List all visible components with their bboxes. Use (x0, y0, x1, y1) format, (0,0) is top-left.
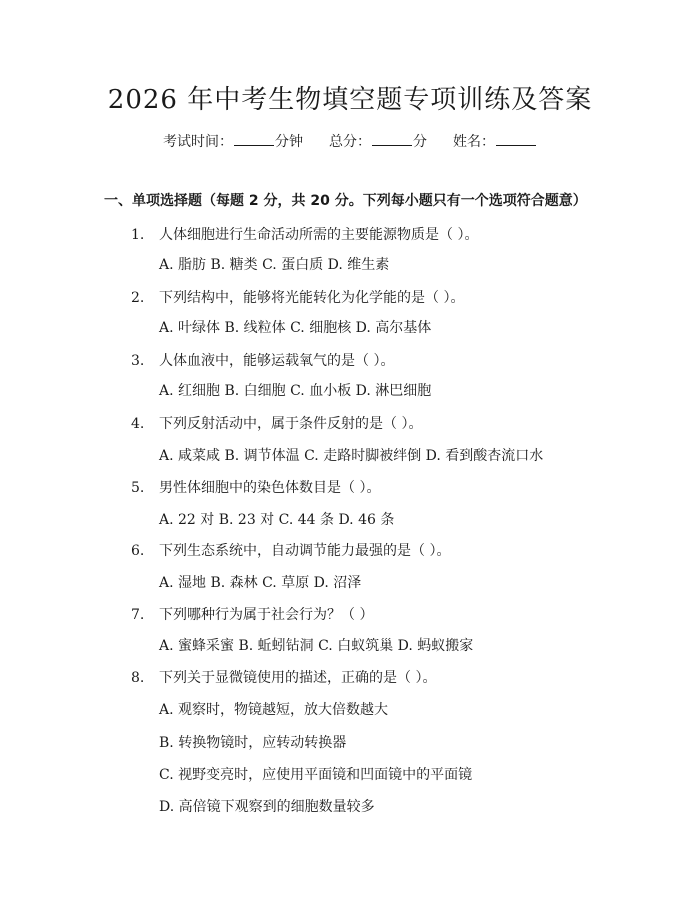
time-label: 考试时间： (163, 134, 233, 150)
question-number: 4. (131, 416, 145, 432)
score-label: 总分： (329, 134, 371, 150)
question-4-options: A. 咸菜咸 B. 调节体温 C. 走路时脚被绊倒 D. 看到酸杏流口水 (159, 448, 544, 464)
section-heading: 一、单项选择题（每题 2 分，共 20 分。下列每小题只有一个选项符合题意） (104, 193, 587, 209)
question-1-options: A. 脂肪 B. 糖类 C. 蛋白质 D. 维生素 (159, 257, 390, 273)
score-unit: 分 (413, 134, 427, 150)
question-1 (131, 225, 611, 245)
question-number: 7. (131, 607, 145, 623)
name-blank (496, 131, 536, 146)
time-blank (234, 131, 274, 146)
score-blank (372, 131, 412, 146)
question-4 (131, 414, 611, 434)
question-text: 男性体细胞中的染色体数目是（ ）。 (159, 480, 381, 496)
question-7-options: A. 蜜蜂采蜜 B. 蚯蚓钻洞 C. 白蚁筑巢 D. 蚂蚁搬家 (159, 638, 474, 654)
question-text: 下列生态系统中，自动调节能力最强的是（ ）。 (159, 543, 451, 559)
exam-info-line (0, 131, 700, 152)
time-unit: 分钟 (275, 134, 303, 150)
question-8-option-d: D. 高倍镜下观察到的细胞数量较多 (159, 799, 375, 815)
question-2-options: A. 叶绿体 B. 线粒体 C. 细胞核 D. 高尔基体 (159, 320, 432, 336)
page-title: 2026 年中考生物填空题专项训练及答案 (107, 85, 593, 115)
question-7 (131, 605, 611, 625)
question-text: 人体细胞进行生命活动所需的主要能源物质是（ ）。 (159, 227, 479, 243)
question-5-options: A. 22 对 B. 23 对 C. 44 条 D. 46 条 (159, 512, 395, 528)
question-2 (131, 288, 611, 308)
question-8 (131, 668, 611, 688)
question-8-option-b: B. 转换物镜时，应转动转换器 (159, 735, 347, 751)
question-number: 8. (131, 670, 145, 686)
question-3-options: A. 红细胞 B. 白细胞 C. 血小板 D. 淋巴细胞 (159, 383, 432, 399)
question-3 (131, 351, 611, 371)
name-label: 姓名： (453, 134, 495, 150)
question-text: 人体血液中，能够运载氧气的是（ ）。 (159, 353, 395, 369)
question-number: 2. (131, 290, 145, 306)
question-6-options: A. 湿地 B. 森林 C. 草原 D. 沼泽 (159, 575, 362, 591)
question-number: 6. (131, 543, 145, 559)
question-number: 3. (131, 353, 145, 369)
question-text: 下列反射活动中，属于条件反射的是（ ）。 (159, 416, 423, 432)
question-5 (131, 478, 611, 498)
question-8-option-c: C. 视野变亮时，应使用平面镜和凹面镜中的平面镜 (159, 767, 473, 783)
question-6 (131, 541, 611, 561)
question-text: 下列哪种行为属于社会行为？（ ） (159, 607, 374, 623)
question-text: 下列结构中，能够将光能转化为化学能的是（ ）。 (159, 290, 465, 306)
question-number: 1. (131, 227, 145, 243)
question-number: 5. (131, 480, 145, 496)
question-text: 下列关于显微镜使用的描述，正确的是（ ）。 (159, 670, 437, 686)
question-8-option-a: A. 观察时，物镜越短，放大倍数越大 (159, 702, 389, 718)
